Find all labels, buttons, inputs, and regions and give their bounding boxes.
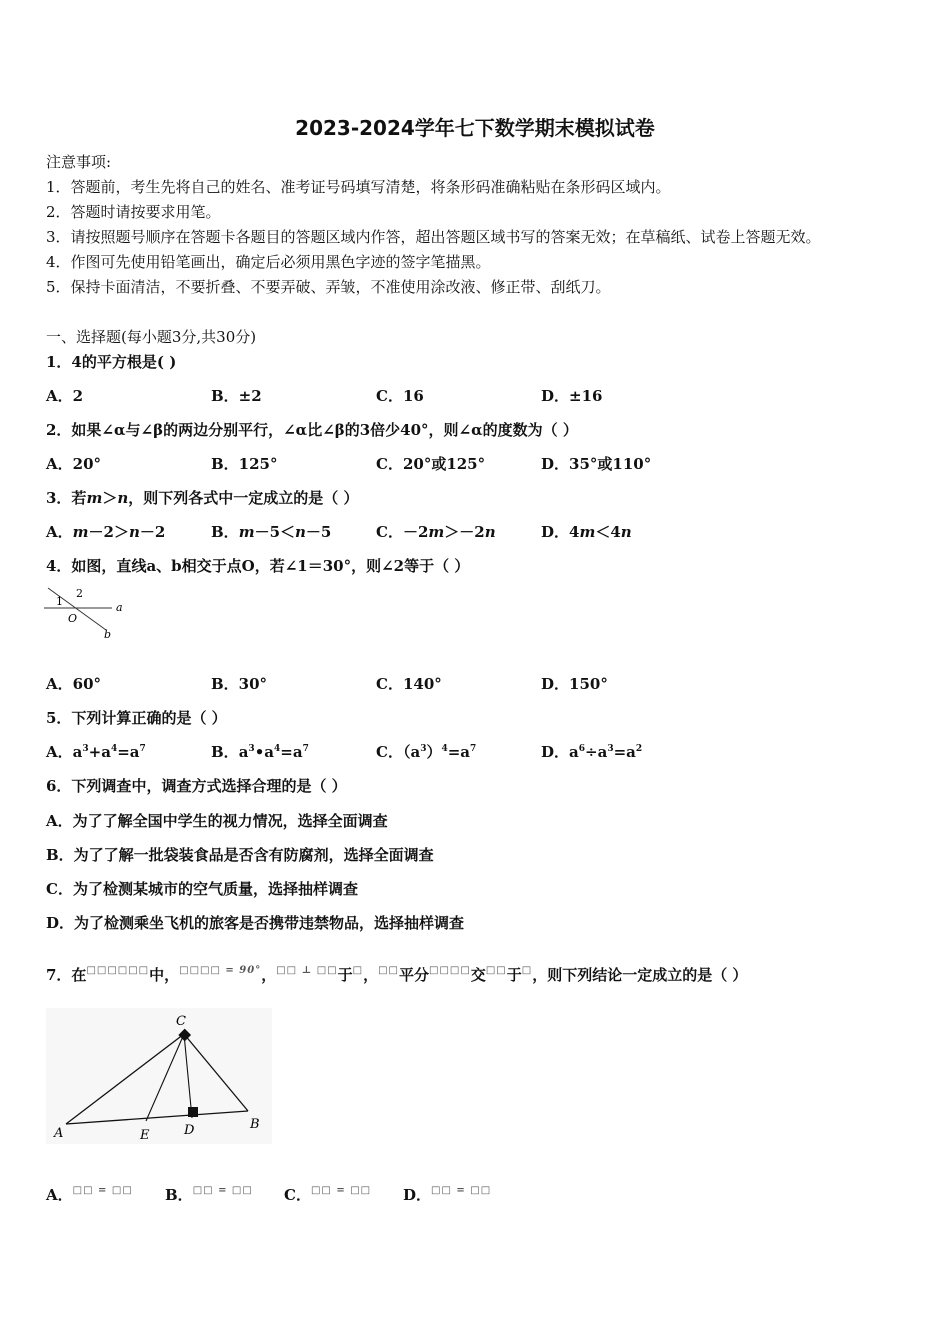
q6-option-b: B．为了了解一批袋装食品是否含有防腐剂，选择全面调查: [46, 846, 434, 864]
vertex-a-label: A: [54, 1126, 64, 1141]
q1-option-c: C．16: [376, 387, 424, 405]
q2-option-d: D．35°或110°: [541, 455, 652, 473]
notice-item-3: 3．请按照题号顺序在答题卡各题目的答题区域内作答，超出答题区域书写的答案无效；在草稿纸、试卷上答题无效。: [46, 228, 821, 246]
q6-option-a: A．为了了解全国中学生的视力情况，选择全面调查: [46, 812, 388, 830]
q4-option-b: B．30°: [211, 675, 268, 693]
q1-stem: 1．4的平方根是( ): [46, 353, 177, 371]
q7-option-b: B．□□ = □□: [165, 1185, 253, 1204]
q2-option-a: A．20°: [46, 455, 102, 473]
q5-option-c: C．$(a^3)^4=a^7$: [376, 743, 477, 761]
q1-option-b: B．±2: [211, 387, 262, 405]
angle-2-label: 2: [76, 587, 83, 600]
notice-item-2: 2．答题时请按要求用笔。: [46, 203, 221, 221]
q1-option-d: D．±16: [541, 387, 603, 405]
q3-option-c: C．－2m＞－2n: [376, 523, 496, 541]
q4-stem: 4．如图，直线a、b相交于点O，若∠1＝30°，则∠2等于（ ）: [46, 557, 470, 575]
vertex-c-label: C: [176, 1014, 186, 1029]
page-title: 2023-2024学年七下数学期末模拟试卷: [295, 116, 655, 140]
q6-stem: 6．下列调查中，调查方式选择合理的是（ ）: [46, 777, 347, 795]
q3-option-b: B．m－5＜n－5: [211, 523, 332, 541]
q7-stem: 7．在□□□□□□中，□□□□ = $^{90^\circ}$，□□ ⊥ □□于□，□□平分□□□□交□□于□，则下列结论一定成立的是（ ）: [46, 965, 748, 984]
section-heading: 一、选择题(每小题3分,共30分): [46, 328, 257, 346]
point-e-label: E: [140, 1128, 150, 1143]
line-b-label: b: [104, 628, 112, 640]
q4-option-d: D．150°: [541, 675, 608, 693]
q7-option-c: C．□□ = □□: [284, 1185, 372, 1204]
q5-option-b: B．$a^3•a^4=a^7$: [211, 743, 309, 761]
right-angle-mark-d: [188, 1107, 198, 1117]
q7-option-d: D．□□ = □□: [403, 1185, 492, 1204]
q4-option-a: A．60°: [46, 675, 102, 693]
q5-option-a: A．$a^3+a^4=a^7$: [46, 743, 146, 761]
q6-option-c: C．为了检测某城市的空气质量，选择抽样调查: [46, 880, 358, 898]
q5-stem: 5．下列计算正确的是（ ）: [46, 709, 227, 727]
q6-option-d: D．为了检测乘坐飞机的旅客是否携带违禁物品，选择抽样调查: [46, 914, 465, 932]
point-o-label: O: [68, 612, 78, 625]
q5-option-d: D．$a^6\div a^3=a^2$: [541, 743, 643, 761]
notice-item-5: 5．保持卡面清洁，不要折叠、不要弄破、弄皱，不准使用涂改液、修正带、刮纸刀。: [46, 278, 611, 296]
q2-stem: 2．如果∠α与∠β的两边分别平行，∠α比∠β的3倍少40°，则∠α的度数为（ ）: [46, 421, 578, 439]
q4-option-c: C．140°: [376, 675, 442, 693]
q7-option-a: A．□□ = □□: [46, 1185, 133, 1204]
q2-option-c: C．20°或125°: [376, 455, 486, 473]
notice-item-4: 4．作图可先使用铅笔画出，确定后必须用黑色字迹的签字笔描黑。: [46, 253, 491, 271]
notice-item-1: 1．答题前，考生先将自己的姓名、准考证号码填写清楚，将条形码准确粘贴在条形码区域内。: [46, 178, 671, 196]
q2-option-b: B．125°: [211, 455, 278, 473]
vertex-b-label: B: [250, 1117, 260, 1132]
q3-stem: 3．若m＞n，则下列各式中一定成立的是（ ）: [46, 489, 359, 507]
angle-1-label: 1: [56, 595, 63, 608]
q3-option-a: A．m－2＞n－2: [46, 523, 166, 541]
point-d-label: D: [184, 1123, 195, 1138]
q3-option-d: D．4m＜4n: [541, 523, 632, 541]
notice-heading: 注意事项:: [46, 153, 112, 171]
line-a-label: a: [116, 601, 123, 614]
q4-figure: [44, 584, 126, 640]
q1-option-a: A．2: [46, 387, 84, 405]
q7-figure: [46, 1008, 272, 1144]
